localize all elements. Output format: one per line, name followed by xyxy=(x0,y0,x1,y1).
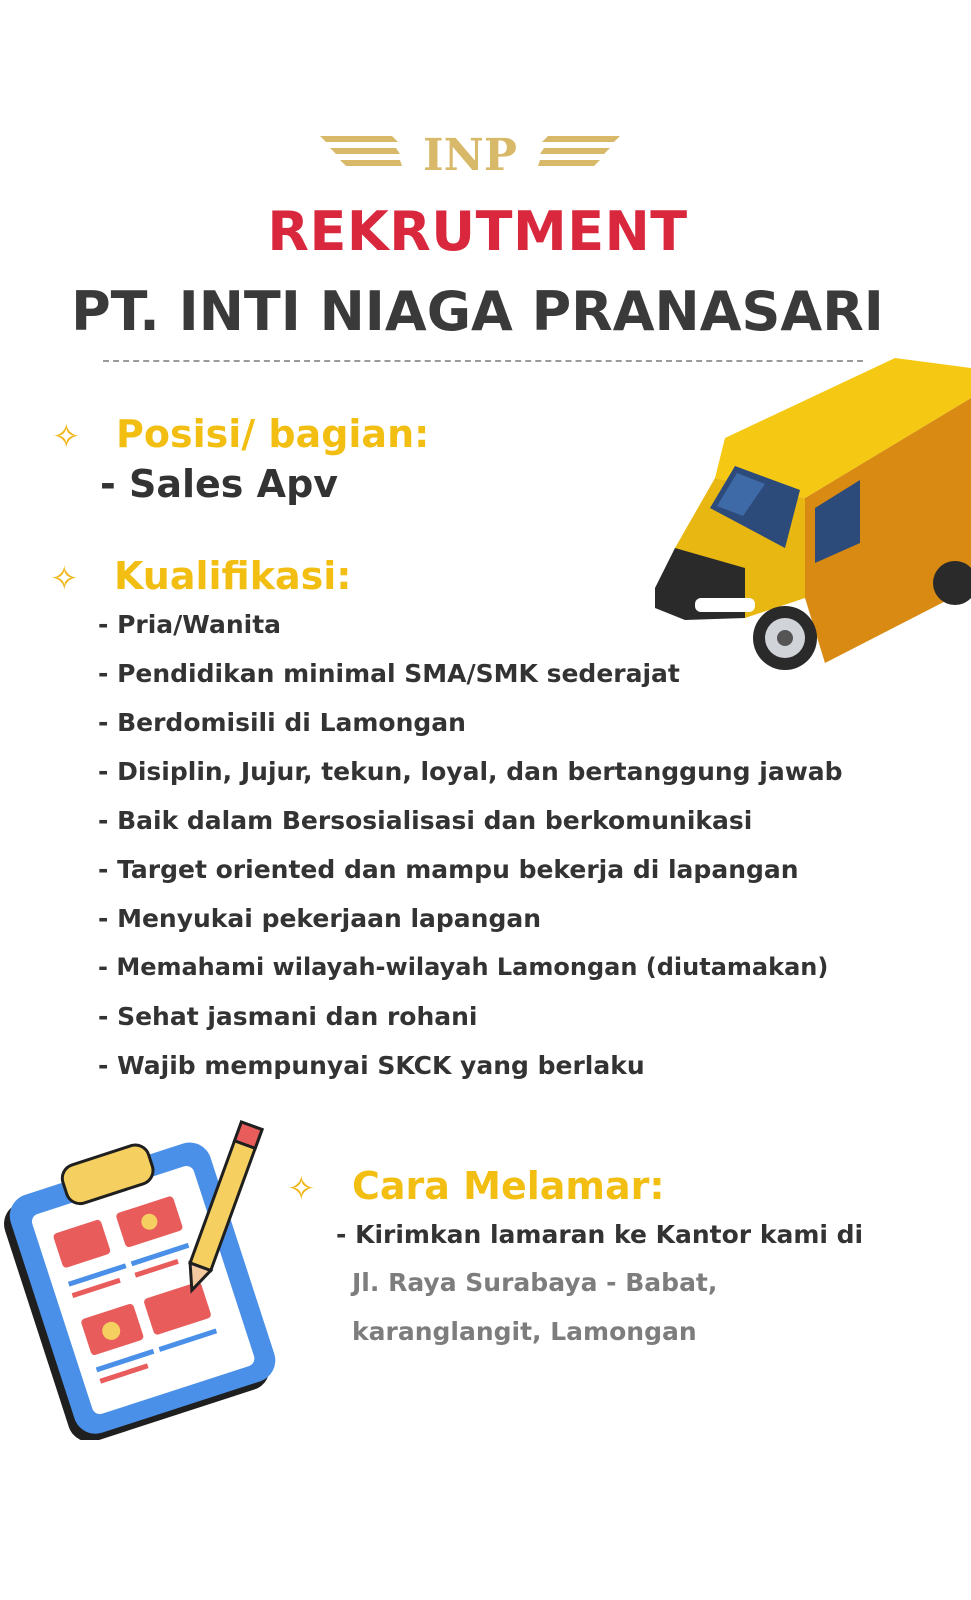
list-item: - Pria/Wanita xyxy=(98,610,282,639)
list-item: - Sehat jasmani dan rohani xyxy=(98,1002,478,1031)
sparkle-star-icon: ✧ xyxy=(50,559,79,599)
list-item: - Pendidikan minimal SMA/SMK sederajat xyxy=(98,659,680,688)
clipboard-pencil-illustration xyxy=(0,1120,290,1440)
company-logo xyxy=(320,128,620,188)
sparkle-star-icon: ✧ xyxy=(52,417,81,457)
list-item: - Sales Apv xyxy=(100,462,339,506)
application-instruction: - Kirimkan lamaran ke Kantor kami di xyxy=(336,1220,864,1249)
list-item: - Target oriented dan mampu bekerja di lapangan xyxy=(98,855,799,884)
address-line-1: Jl. Raya Surabaya - Babat, xyxy=(352,1268,718,1297)
logo-graphic xyxy=(320,128,620,188)
section-heading-posisi: Posisi/ bagian: xyxy=(116,412,430,456)
logo-text: INP xyxy=(423,130,517,181)
section-heading-kualifikasi: Kualifikasi: xyxy=(114,554,352,598)
delivery-van-illustration xyxy=(655,358,971,678)
list-item: - Berdomisili di Lamongan xyxy=(98,708,466,737)
list-item: - Menyukai pekerjaan lapangan xyxy=(98,904,542,933)
list-item: - Memahami wilayah-wilayah Lamongan (diutamakan) xyxy=(98,953,829,981)
list-item: - Disiplin, Jujur, tekun, loyal, dan bertanggung jawab xyxy=(98,757,843,786)
list-item: - Wajib mempunyai SKCK yang berlaku xyxy=(98,1051,645,1080)
list-item: - Baik dalam Bersosialisasi dan berkomunikasi xyxy=(98,806,753,835)
section-heading-cara-melamar: Cara Melamar: xyxy=(352,1164,665,1208)
page-title: REKRUTMENT xyxy=(267,200,688,263)
sparkle-star-icon: ✧ xyxy=(287,1169,316,1209)
company-name: PT. INTI NIAGA PRANASARI xyxy=(71,280,884,343)
address-line-2: karanglangit, Lamongan xyxy=(352,1317,697,1346)
